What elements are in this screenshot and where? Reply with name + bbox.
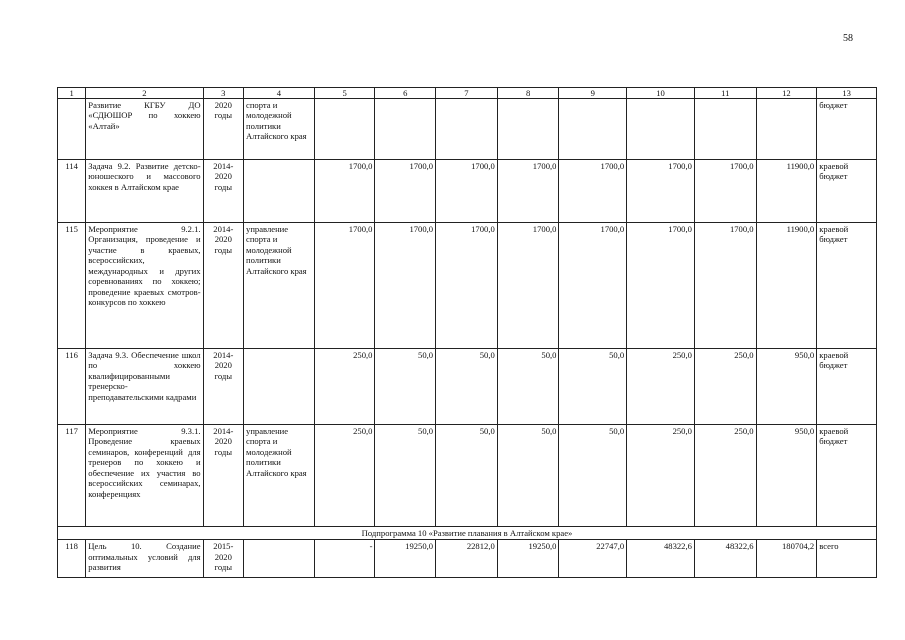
row-funding-source: краевой бюджет [817,223,877,349]
row-value: 1700,0 [559,223,627,349]
row-number [58,99,86,160]
row-value: 1700,0 [436,223,498,349]
row-value: 1700,0 [436,160,498,223]
row-value: 1700,0 [375,223,436,349]
row-value: 250,0 [694,425,756,527]
row-value: 250,0 [314,349,375,425]
row-executor [244,349,315,425]
table-row [58,160,877,223]
row-years: 2014-2020 годы [203,160,243,223]
row-value: 11900,0 [756,160,817,223]
column-number: 5 [314,88,375,99]
table-row [58,223,877,349]
budget-table [57,87,877,578]
row-description: Цель 10. Создание оптимальных условий для развития [86,540,203,578]
row-value: 250,0 [694,349,756,425]
column-number: 6 [375,88,436,99]
section-row [58,527,877,540]
column-number: 4 [244,88,315,99]
row-value [497,99,559,160]
row-value: 50,0 [375,349,436,425]
row-value: 250,0 [314,425,375,527]
row-value: 22812,0 [436,540,498,578]
row-funding-source: краевой бюджет [817,349,877,425]
row-funding-source: краевой бюджет [817,425,877,527]
row-executor: управление спорта и молодежной политики Алтайского края [244,425,315,527]
row-value: 48322,6 [627,540,695,578]
row-value [375,99,436,160]
column-number: 2 [86,88,203,99]
row-description: Задача 9.3. Обеспечение школ по хоккею квалифицированными тренерско-преподавательскими кадрами [86,349,203,425]
section-title: Подпрограмма 10 «Развитие плавания в Алтайском крае» [58,527,877,540]
row-value [559,99,627,160]
row-value [436,99,498,160]
row-description: Мероприятие 9.2.1. Организация, проведение и участие в краевых, всероссийских, международных и других соревнованиях по хоккею; проведение краевых смотров- конкурсов по хоккею [86,223,203,349]
row-value: 180704,2 [756,540,817,578]
column-number: 9 [559,88,627,99]
row-years: 2014-2020 годы [203,425,243,527]
row-value: 19250,0 [497,540,559,578]
row-value: 1700,0 [559,160,627,223]
row-value: 50,0 [436,349,498,425]
row-value: 50,0 [436,425,498,527]
row-executor [244,540,315,578]
row-value: 1700,0 [314,223,375,349]
row-value: 1700,0 [497,160,559,223]
table-row [58,349,877,425]
column-number: 1 [58,88,86,99]
page-number: 58 [843,33,853,44]
row-number: 116 [58,349,86,425]
column-number: 10 [627,88,695,99]
row-value: 250,0 [627,425,695,527]
row-executor: управление спорта и молодежной политики Алтайского края [244,223,315,349]
row-number: 114 [58,160,86,223]
row-value: 1700,0 [694,160,756,223]
row-funding-source: краевой бюджет [817,160,877,223]
row-description: Мероприятие 9.3.1. Проведение краевых семинаров, конференций для тренеров по хоккею и обеспечение их участия во всероссийских семинарах, конференциях [86,425,203,527]
row-value [756,99,817,160]
row-value: 50,0 [375,425,436,527]
row-value: 1700,0 [627,160,695,223]
row-value: 1700,0 [694,223,756,349]
row-value [627,99,695,160]
column-number: 3 [203,88,243,99]
row-funding-source: всего [817,540,877,578]
row-value: 48322,6 [694,540,756,578]
row-value: - [314,540,375,578]
row-years: 2014-2020 годы [203,223,243,349]
row-number: 115 [58,223,86,349]
column-number: 13 [817,88,877,99]
row-value: 50,0 [497,425,559,527]
row-executor [244,160,315,223]
row-value: 1700,0 [497,223,559,349]
row-value: 1700,0 [314,160,375,223]
column-number: 11 [694,88,756,99]
table-row [58,540,877,578]
row-number: 118 [58,540,86,578]
row-value [694,99,756,160]
row-value: 11900,0 [756,223,817,349]
row-value: 950,0 [756,349,817,425]
table-row [58,99,877,160]
row-description: Задача 9.2. Развитие детско-юношеского и массового хоккея в Алтайском крае [86,160,203,223]
row-value: 50,0 [497,349,559,425]
row-value: 50,0 [559,425,627,527]
row-value: 250,0 [627,349,695,425]
row-description: Развитие КГБУ ДО «СДЮШОР по хоккею «Алтай» [86,99,203,160]
row-years: 2014-2020 годы [203,349,243,425]
column-number: 12 [756,88,817,99]
column-number: 8 [497,88,559,99]
table-row [58,425,877,527]
row-value: 1700,0 [627,223,695,349]
row-value: 950,0 [756,425,817,527]
row-value: 1700,0 [375,160,436,223]
row-executor: спорта и молодежной политики Алтайского края [244,99,315,160]
column-number-row [58,88,877,99]
row-funding-source: бюджет [817,99,877,160]
row-value: 19250,0 [375,540,436,578]
row-years: 2020 годы [203,99,243,160]
row-number: 117 [58,425,86,527]
row-value: 22747,0 [559,540,627,578]
row-value: 50,0 [559,349,627,425]
column-number: 7 [436,88,498,99]
row-value [314,99,375,160]
row-years: 2015-2020 годы [203,540,243,578]
